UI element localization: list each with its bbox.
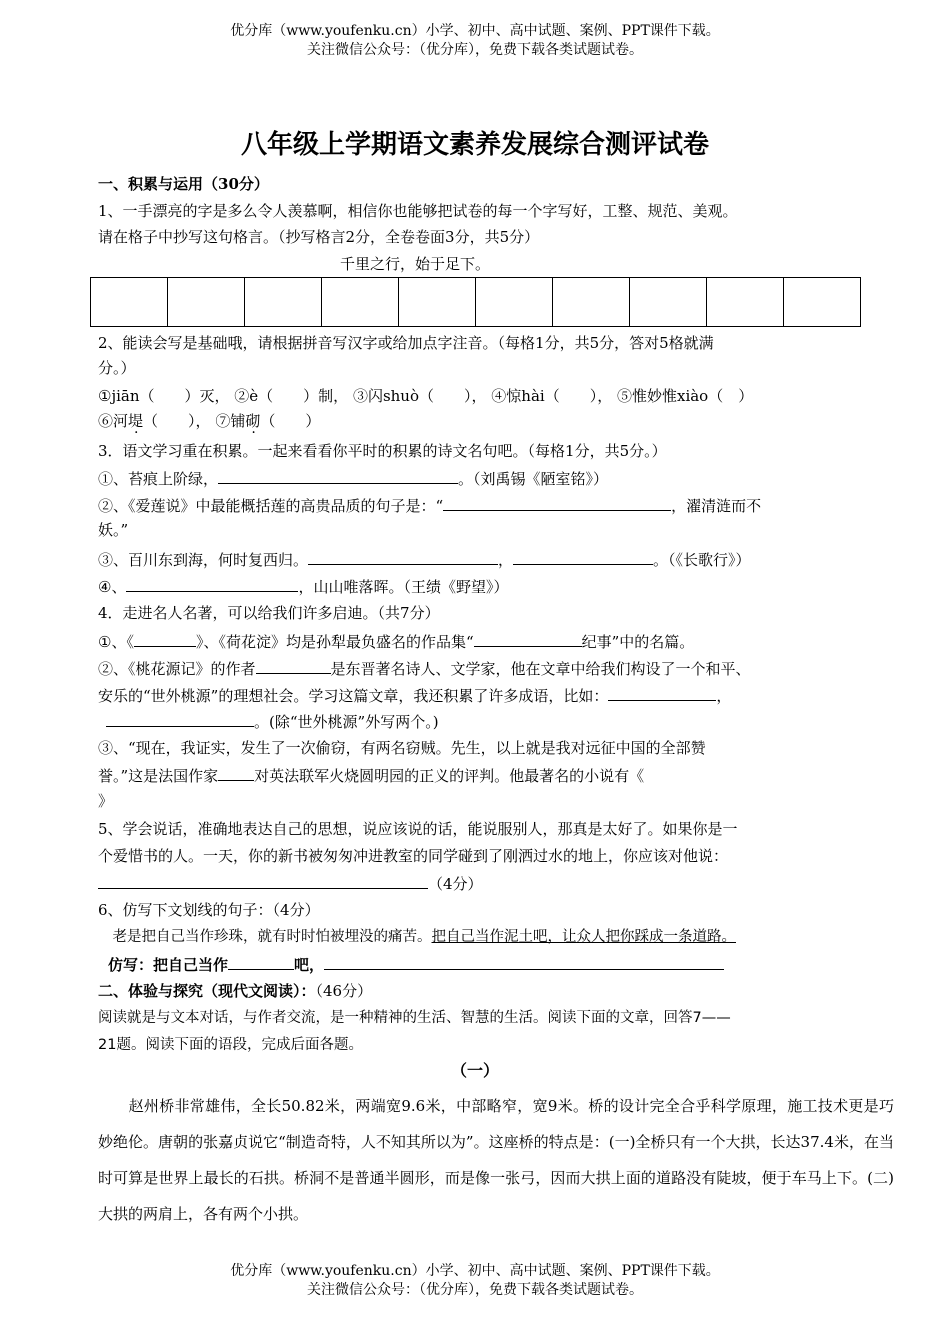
grid-cell[interactable] — [784, 278, 860, 326]
answer-blank[interactable] — [134, 630, 196, 647]
q4-heading: 4．走进名人名著，可以给我们许多启迪。（共7分） — [98, 604, 440, 622]
q3-item-2-cont: 妖。” — [98, 521, 129, 539]
s2-intro-2: 21题。阅读下面的语段，完成后面各题。 — [98, 1037, 363, 1053]
q4-2-text-c: 安乐的“世外桃源”的理想社会。学习这篇文章，我还积累了许多成语，比如： — [98, 687, 609, 705]
part-one-heading: （一） — [450, 1061, 499, 1080]
q2-item-7-prefix: ⑦铺 — [215, 412, 246, 430]
q4-item-1 — [98, 630, 894, 653]
q4-1-text: ①、《 — [98, 633, 134, 651]
s2-intro-1: 阅读就是与文本对话，与作者交流，是一种精神的生活、智慧的生活。阅读下面的文章，回答7—— — [98, 1010, 731, 1026]
q3-2-text-b: ，濯清涟而不 — [671, 497, 762, 515]
q2-line-2: 分。） — [98, 359, 136, 377]
answer-blank[interactable] — [126, 575, 298, 592]
q6-fill — [98, 953, 894, 976]
answer-blank[interactable] — [308, 548, 498, 565]
q2-item-3: ③闪shuò（ ）， — [352, 387, 487, 405]
answer-blank[interactable] — [106, 710, 254, 727]
answer-blank[interactable] — [474, 630, 582, 647]
q6-source-a: 老是把自己当作珍珠，就有时时怕被埋没的痛苦。 — [98, 929, 432, 945]
q3-4-text: ④、 — [98, 578, 127, 596]
section-2-heading-a: 二、体验与探究（现代文阅读）： — [98, 982, 316, 1000]
q6-fill-b: 吧， — [294, 956, 325, 974]
grid-cell[interactable] — [245, 278, 322, 326]
q1-line-1: 1、一手漂亮的字是多么令人羡慕啊，相信你也能够把试卷的每一个字写好，工整、规范、美观。 — [98, 202, 738, 220]
q2-items-b — [98, 410, 894, 432]
q3-1-text: ①、苔痕上阶绿， — [98, 470, 219, 488]
q3-4-source: ，山山唯落晖。（王绩《野望》） — [298, 578, 509, 596]
q4-item-2-cont — [98, 684, 894, 707]
q3-1-source: 。（刘禹锡《陋室铭》） — [458, 470, 609, 488]
answer-blank[interactable] — [218, 467, 458, 484]
answer-blank[interactable] — [256, 657, 331, 674]
q4-item-3-cont — [98, 764, 894, 787]
q3-item-3 — [98, 548, 894, 571]
grid-cell[interactable] — [630, 278, 707, 326]
q2-item-5: ⑤惟妙惟xiào（ ） — [616, 387, 754, 405]
q4-2-text-e: 。(除“世外桃源”外写两个。) — [254, 713, 439, 731]
q4-2-text-b: 是东晋著名诗人、文学家，他在文章中给我们构设了一个和平、 — [330, 660, 751, 678]
section-2-points: （46分） — [315, 982, 373, 1000]
q4-2-comma: ， — [716, 687, 732, 705]
header-line-1: 优分库（www.youfenku.cn）小学、初中、高中试题、案例、PPT课件下载。 — [230, 23, 720, 39]
q4-3-text-c: 对英法联军火烧圆明园的正义的评判。他最著名的小说有《 — [254, 767, 645, 785]
q1-line-2: 请在格子中抄写这句格言。（抄写格言2分，全卷卷面3分，共5分） — [98, 228, 540, 246]
q2-item-2: ②è（ ）制， — [234, 387, 349, 405]
q3-3-text: ③、百川东到海，何时复西归。 — [98, 551, 309, 569]
q5-line-1: 5、学会说话，准确地表达自己的思想，说应该说的话，能说服别人，那真是太好了。如果你是一 — [98, 820, 738, 838]
q3-item-2 — [98, 494, 894, 517]
section-1-heading: 一、积累与运用（30分） — [98, 175, 269, 193]
writing-grid[interactable] — [90, 277, 861, 327]
answer-blank[interactable] — [218, 764, 254, 781]
q4-3-text-b: 誉。”这是法国作家 — [98, 767, 219, 785]
q6-heading: 6、仿写下文划线的句子：（4分） — [98, 901, 320, 919]
q2-item-6-prefix: ⑥河 — [98, 412, 129, 430]
footer-line-1: 优分库（www.youfenku.cn）小学、初中、高中试题、案例、PPT课件下载。 — [230, 1263, 720, 1279]
q4-1-text-b: 》、《荷花淀》均是孙犁最负盛名的作品集“ — [195, 633, 474, 651]
q4-item-3: ③、“现在，我证实，发生了一次偷窃，有两名窃贼。先生，以上就是我对远征中国的全部赞 — [98, 739, 706, 757]
q5-points: （4分） — [428, 875, 483, 893]
q4-1-text-c: 纪事”中的名篇。 — [581, 633, 695, 651]
q6-underlined-sentence: 把自己当作泥土吧，让众人把你踩成一条道路。 — [431, 929, 736, 945]
q3-heading: 3．语文学习重在积累。一起来看看你平时的积累的诗文名句吧。（每格1分，共5分。） — [98, 442, 667, 460]
q2-item-1: ①jiān（ ）灭， — [98, 387, 230, 405]
answer-blank[interactable] — [608, 684, 716, 701]
q6-source — [98, 926, 894, 948]
q2-item-6-dotted: 堤 — [128, 412, 144, 430]
q3-3-source: 。（《长歌行》） — [653, 551, 751, 569]
grid-cell[interactable] — [91, 278, 168, 326]
grid-cell[interactable] — [553, 278, 630, 326]
q6-fill-a: 仿写：把自己当作 — [108, 956, 229, 974]
answer-blank[interactable] — [98, 872, 428, 889]
footer-line-2: 关注微信公众号：（优分库），免费下载各类试题试卷。 — [307, 1282, 643, 1298]
q3-item-4 — [98, 575, 894, 598]
grid-cell[interactable] — [168, 278, 245, 326]
q3-2-text: ②、《爱莲说》中最能概括莲的高贵品质的句子是：“ — [98, 497, 444, 515]
q2-item-7-blank: （ ） — [260, 412, 321, 430]
grid-cell[interactable] — [476, 278, 553, 326]
q2-line-1: 2、能读会写是基础哦，请根据拼音写汉字或给加点字注音。（每格1分，共5分，答对5格就满 — [98, 334, 714, 352]
q4-item-2 — [98, 657, 894, 680]
q5-line-2: 个爱惜书的人。一天，你的新书被匆匆冲进教室的同学碰到了刚洒过水的地上，你应该对他说： — [98, 847, 729, 865]
q2-items-a — [98, 385, 894, 407]
grid-cell[interactable] — [707, 278, 784, 326]
answer-blank[interactable] — [228, 953, 294, 970]
q2-item-7-dotted: 砌 — [245, 412, 261, 430]
answer-blank[interactable] — [513, 548, 653, 565]
page-title: 八年级上学期语文素养发展综合测评试卷 — [240, 130, 709, 160]
grid-cell[interactable] — [322, 278, 399, 326]
q2-item-4: ④惊hài（ ）， — [491, 387, 613, 405]
grid-cell[interactable] — [399, 278, 476, 326]
answer-blank[interactable] — [324, 953, 724, 970]
q3-3-comma: ， — [498, 551, 514, 569]
passage: 赵州桥非常雄伟，全长50.82米，两端宽9.6米，中部略窄，宽9米。桥的设计完全合乎科学原理，施工技术更是巧妙绝伦。唐朝的张嘉贞说它“制造奇特，人不知其所以为”。这座桥的特点是：(一)全桥只有一个大拱，长达37.4米，在当时可算是世界上最长的石拱。桥洞不是普通半圆形，而是像一张弓，因而大拱上面的道路没有陡坡，便于车马上下。(二)大拱的两肩上，各有两个小拱。 — [98, 1097, 894, 1223]
q4-item-2-end — [98, 710, 894, 733]
q4-item-3-end: 》 — [98, 792, 114, 810]
q4-2-text: ②、《桃花源记》的作者 — [98, 660, 256, 678]
q2-item-6-blank: （ ）， — [143, 412, 211, 430]
answer-blank[interactable] — [443, 494, 671, 511]
motto: 千里之行，始于足下。 — [340, 255, 491, 273]
q3-item-1 — [98, 467, 894, 490]
section-2-heading — [98, 980, 894, 1002]
header-line-2: 关注微信公众号：（优分库），免费下载各类试题试卷。 — [307, 42, 643, 58]
q5-answer — [98, 872, 894, 895]
